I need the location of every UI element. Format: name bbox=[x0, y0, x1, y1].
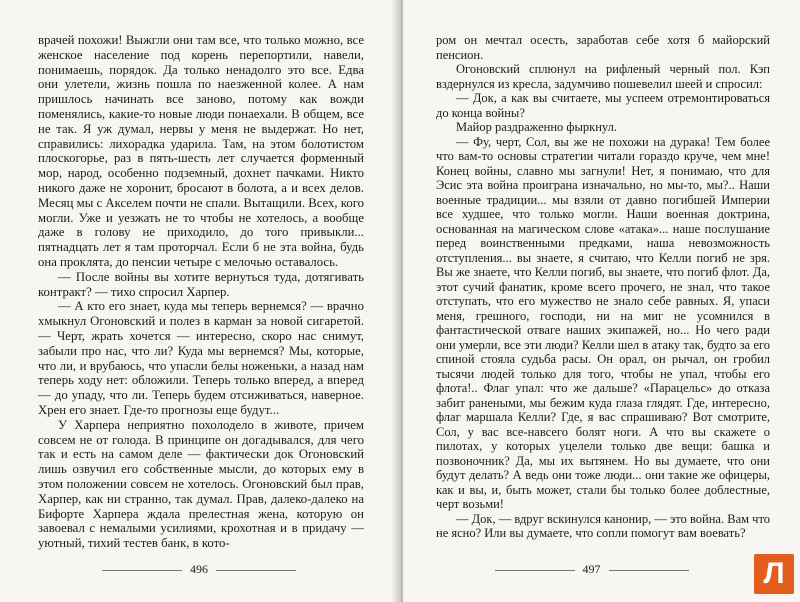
footer-rule bbox=[609, 570, 689, 571]
paragraph: — А кто его знает, куда мы теперь вернемся? — врачно хмыкнул Огоновский и полез в карман за новой сигаретой. — Черт, жрать хочется — интересно, скоро нас снимут, забыли про нас, что ли? Куда мы вернемся? Мы, которые, что ли, и врубаюсь, что упасли белы ноженьки, а назад нам теперь ходу нет: обложили. Теперь только вперед, а вперед — до упаду, что ли. Теперь будем отсиживаться, наверное. Хрен его знает. Где-то прогнозы еще будут... bbox=[38, 299, 364, 417]
paragraph: — Фу, черт, Сол, вы же не похожи на дурака! Тем более что вам-то основы стратегии читали гораздо круче, чем мне! Конец войны, славно мы загнули! Нет, я понимаю, что для Эсис эта война проиграна изначально, но мы-то, мы?.. Наши военные традиции... мы взяли от давно погибшей Империи все худшее, что только могли. Наши военная доктрина, основанная на магическом слове «атака»... наше послушание перед воинственными предками, наша невозможность отступления... вы знаете, я считаю, что Келли погиб не зря. Вы же знаете, что Келли погиб, вы знаете, что погиб флот. Да, этот сучий фанатик, кроме всего прочего, не знал, что такое отступать, что его мужество не знало себе равных. Я, упаси меня, грешного, господи, ни на миг не усомнился в фантастической отваге наших экипажей, но... Но чего ради они умерли, все эти люди? Келли шел в атаку так, будто за его спиной стояла судьба расы. Он орал, он рычал, он гробил тысячи людей только для того, чтобы не упал, чтобы его флота!.. Флаг упал: что же дальше? «Парацельс» до отказа забит ранеными, мы бежим куда глаза глядят. Где, интересно, флаг маршала Келли? Где, я вас спрашиваю? Вот смотрите, Сол, у вас все-навсего болят ноги. А что вы скажете о пилотах, у которых уцелели только две вещи: башка и позвоночник? Да, мы их вытянем. Но вы думаете, что они будут делать? А ведь они тоже люди... они такие же офицеры, как и вы, и, быть может, стали бы только более доблестные, черт возьми! bbox=[436, 134, 770, 511]
paragraph: — Док, — вдруг вскинулся канонир, — это война. Вам что не ясно? Или вы думаете, что сопли помогут вам воевать? bbox=[436, 511, 770, 540]
footer-rule bbox=[495, 570, 575, 571]
publisher-logo-icon: Л bbox=[754, 554, 794, 594]
left-page bbox=[0, 0, 398, 602]
paragraph: У Харпера неприятно похолодело в животе, причем совсем не от голода. В принципе он догадывался, для чего так и есть на самом деле — фактически док Огоновский лишь озвучил его собственные мысли, до которых ему в этом положении совсем не хотелось. Огоновский был прав, Харпер, как ни странно, так думал. Прав, далеко-далеко на Бифорте Харпера ждала прелестная жена, которую он завоевал с немалыми усилиями, крохотная и в придачу — уютный, тихий тестев банк, в кото- bbox=[38, 417, 364, 551]
left-page-number: 496 bbox=[190, 562, 208, 576]
left-page-text bbox=[38, 33, 364, 551]
paragraph: — Док, а как вы считаете, мы успеем отремонтироваться до конца войны? bbox=[436, 91, 770, 120]
footer-rule bbox=[102, 570, 182, 571]
right-page-footer bbox=[393, 562, 790, 577]
paragraph: Огоновский сплюнул на рифленый черный пол. Кэп вздернулся из кресла, задумчиво пошевелил шеей и спросил: bbox=[436, 62, 770, 91]
right-page-text bbox=[436, 33, 770, 541]
paragraph: врачей похожи! Выжгли они там все, что только можно, все женское население под корень перепортили, навели, понимаешь, порядок. Да только ненадолго это все. Едва они улетели, жизнь пошла по наезженной колее. А нам пришлось начинать все заново, потому как вожди поменялись, какие-то новые люди понаехали. В общем, все не так. Я уж думал, нервы у меня не выдержат. Но нет, справились: лихорадка ударила. Там, на этом болотистом плоскогорье, раз в пять-шесть лет случается форменный мор, народ, особенно подземный, дохнет пачками. Никто никого даже не хоронит, бросают в болота, а и всех делов. Месяц мы с Акселем почти не спали. Вытащили. Всех, кого могли. Уже и уезжать не то чтобы не хотелось, а вообще даже в голову не приходило, до того привыкли... пятнадцать лет я там проторчал. Если б не эта война, будь она проклята, до пенсии четыре с мелочью оставалось. bbox=[38, 33, 364, 269]
left-page-footer bbox=[0, 562, 398, 577]
footer-rule bbox=[216, 570, 296, 571]
right-page bbox=[403, 0, 800, 602]
right-page-number: 497 bbox=[582, 562, 601, 576]
paragraph: Майор раздраженно фыркнул. bbox=[456, 120, 617, 134]
paragraph: — После войны вы хотите вернуться туда, дотягивать контракт? — тихо спросил Харпер. bbox=[38, 269, 364, 299]
paragraph: ром он мечтал осесть, заработав себе хотя б майорский пенсион. bbox=[436, 33, 770, 62]
